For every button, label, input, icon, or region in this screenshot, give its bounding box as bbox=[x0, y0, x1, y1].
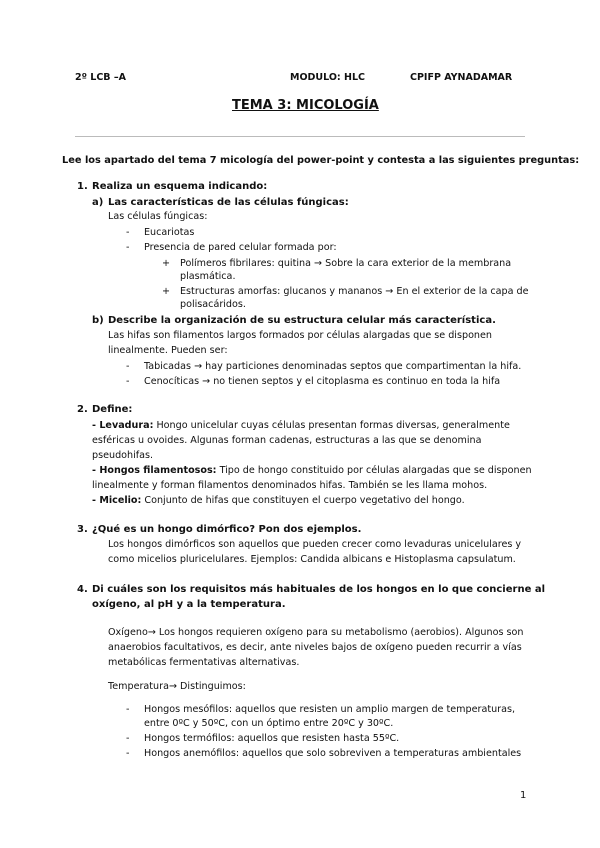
page-title: TEMA 3: MICOLOGÍA bbox=[232, 98, 379, 113]
q1a-letter: a) bbox=[92, 197, 104, 208]
bullet-dash: - bbox=[126, 748, 130, 759]
q2-levadura-line2: esféricas u ovoides. Algunas forman cadenas, estructuras a las que se denomina bbox=[92, 435, 482, 446]
hongos-filamentosos-def: Tipo de hongo constituido por células alargadas que se disponen bbox=[216, 465, 532, 476]
bullet-dash: - bbox=[126, 733, 130, 744]
q4-item-line1: Hongos mesófilos: aquellos que resisten un amplio margen de temperaturas, bbox=[144, 704, 516, 715]
q1-text: Realiza un esquema indicando: bbox=[92, 181, 268, 192]
q2-hongos-line2: linealmente y forman filamentos denominados hifas. También se les llama mohos. bbox=[92, 480, 488, 491]
hongos-filamentosos-label: - Hongos filamentosos: bbox=[92, 465, 217, 476]
header-module: MODULO: HLC bbox=[290, 72, 366, 83]
bullet-plus: + bbox=[162, 286, 171, 297]
q1a-item: Eucariotas bbox=[144, 227, 195, 238]
bullet-dash: - bbox=[126, 376, 130, 387]
q3-text: ¿Qué es un hongo dimórfico? Pon dos ejemplos. bbox=[92, 524, 362, 535]
q1a-text: Las características de las células fúngicas: bbox=[108, 197, 349, 208]
q2-hongos-line1 bbox=[92, 465, 532, 476]
q1a-sub-line2: polisacáridos. bbox=[180, 299, 246, 310]
q2-number: 2. bbox=[77, 404, 88, 415]
q3-number: 3. bbox=[77, 524, 88, 535]
q4-line2: oxígeno, al pH y a la temperatura. bbox=[92, 599, 286, 610]
q4-item-line2: entre 0ºC y 50ºC, con un óptimo entre 20ºC y 30ºC. bbox=[144, 718, 394, 729]
page-number: 1 bbox=[520, 790, 527, 801]
q4-number: 4. bbox=[77, 584, 88, 595]
q2-text: Define: bbox=[92, 404, 133, 415]
q2-levadura-line3: pseudohifas. bbox=[92, 450, 154, 461]
q1a-sub-line1: Polímeros fibrilares: quitina → Sobre la cara exterior de la membrana bbox=[180, 258, 512, 269]
q2-levadura-line1 bbox=[92, 420, 510, 431]
q4-temperatura: Temperatura→ Distinguimos: bbox=[108, 681, 246, 692]
q1a-sub-line2: plasmática. bbox=[180, 271, 236, 282]
intro-text: Lee los apartado del tema 7 micología del power-point y contesta a las siguientes preguntas: bbox=[62, 155, 580, 166]
bullet-dash: - bbox=[126, 361, 130, 372]
q4-oxigeno-line3: metabólicas fermentativas alternativas. bbox=[108, 657, 300, 668]
q4-item-line1: Hongos termófilos: aquellos que resisten hasta 55ºC. bbox=[144, 733, 400, 744]
micelio-label: - Micelio: bbox=[92, 495, 142, 506]
q1b-text: Describe la organización de su estructura celular más característica. bbox=[108, 315, 496, 326]
bullet-dash: - bbox=[126, 704, 130, 715]
q1a-item: Presencia de pared celular formada por: bbox=[144, 242, 337, 253]
q1b-line1: Las hifas son filamentos largos formados por células alargadas que se disponen bbox=[108, 330, 492, 341]
q1a-sub-line1: Estructuras amorfas: glucanos y mananos → En el exterior de la capa de bbox=[180, 286, 529, 297]
q4-line1: Di cuáles son los requisitos más habituales de los hongos en lo que concierne al bbox=[92, 584, 546, 595]
q1-number: 1. bbox=[77, 181, 88, 192]
q3-line1: Los hongos dimórficos son aquellos que pueden crecer como levaduras unicelulares y bbox=[108, 539, 522, 550]
q2-micelio-line bbox=[92, 495, 465, 506]
q4-oxigeno-line2: anaerobios facultativos, es decir, ante niveles bajos de oxígeno pueden recurrir a vías bbox=[108, 642, 522, 653]
horizontal-rule bbox=[75, 136, 525, 137]
q1b-line2: linealmente. Pueden ser: bbox=[108, 345, 228, 356]
header-school: CPIFP AYNADAMAR bbox=[410, 72, 513, 83]
q1b-item: Tabicadas → hay particiones denominadas septos que compartimentan la hifa. bbox=[144, 361, 522, 372]
q1a-lead: Las células fúngicas: bbox=[108, 211, 208, 222]
q4-oxigeno-line1: Oxígeno→ Los hongos requieren oxígeno para su metabolismo (aerobios). Algunos son bbox=[108, 627, 524, 638]
q1b-item: Cenocíticas → no tienen septos y el citoplasma es continuo en toda la hifa bbox=[144, 376, 501, 387]
bullet-dash: - bbox=[126, 242, 130, 253]
q4-item-line1: Hongos anemófilos: aquellos que solo sobreviven a temperaturas ambientales bbox=[144, 748, 522, 759]
q3-line2: como micelios pluricelulares. Ejemplos: Candida albicans e Histoplasma capsulatum. bbox=[108, 554, 516, 565]
bullet-plus: + bbox=[162, 258, 171, 269]
q1b-letter: b) bbox=[92, 315, 104, 326]
levadura-label: - Levadura: bbox=[92, 420, 154, 431]
bullet-dash: - bbox=[126, 227, 130, 238]
levadura-def: Hongo unicelular cuyas células presentan formas diversas, generalmente bbox=[153, 420, 510, 431]
header-course: 2º LCB –A bbox=[75, 72, 126, 83]
micelio-def: Conjunto de hifas que constituyen el cuerpo vegetativo del hongo. bbox=[141, 495, 465, 506]
